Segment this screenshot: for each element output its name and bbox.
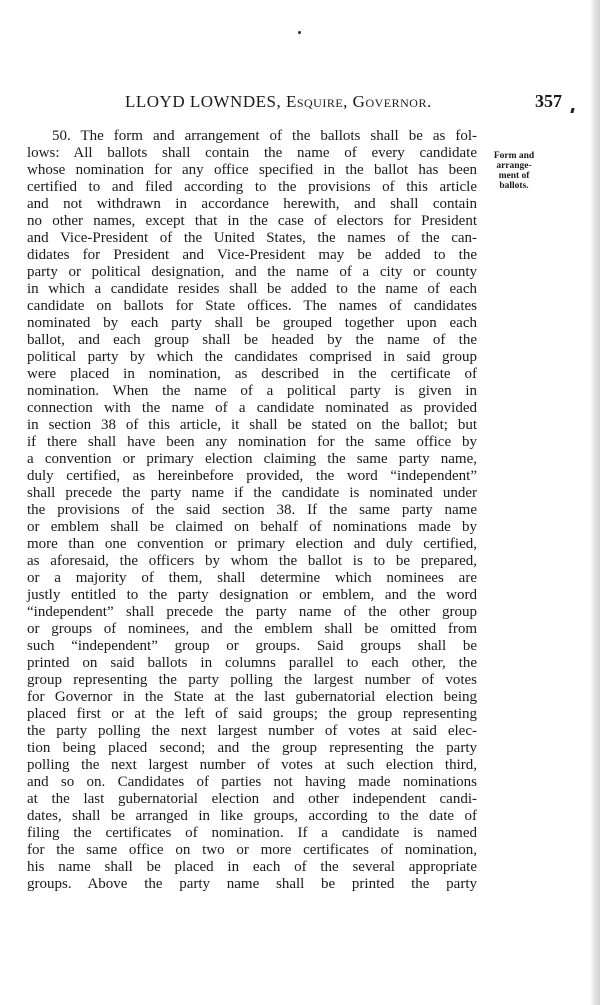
text-line: filing the certificates of nomination. If a candidate is named xyxy=(27,825,477,841)
text-line: or emblem shall be claimed on behalf of nominations made by xyxy=(27,519,477,535)
margin-note xyxy=(485,151,543,191)
text-line: shall precede the party name if the candidate is nominated under xyxy=(27,485,477,501)
text-line: such “independent” group or groups. Said groups shall be xyxy=(27,638,477,654)
header-title-main: LLOYD LOWNDES, xyxy=(125,92,282,111)
margin-note-line: ballots. xyxy=(499,181,529,191)
text-line: as aforesaid, the officers by whom the ballot is to be prepared, xyxy=(27,553,477,569)
scan-edge xyxy=(590,0,600,1005)
margin-note-line: arrange- xyxy=(496,161,532,171)
text-line: nominated by each party shall be grouped together upon each xyxy=(27,315,477,331)
text-line: in which a candidate resides shall be added to the name of each xyxy=(27,281,477,297)
text-line: duly certified, as hereinbefore provided, the word “independent” xyxy=(27,468,477,484)
scan-mark xyxy=(570,108,574,113)
text-line: polling the next largest number of votes at such election third, xyxy=(27,757,477,773)
text-line: at the last gubernatorial election and other independent candi- xyxy=(27,791,477,807)
text-line: and Vice-President of the United States, the names of the can- xyxy=(27,230,477,246)
text-line: certified to and filed according to the provisions of this article xyxy=(27,179,477,195)
text-line: nomination. When the name of a political party is given in xyxy=(27,383,477,399)
text-line: a convention or primary election claiming the same party name, xyxy=(27,451,477,467)
text-line: his name shall be placed in each of the several appropriate xyxy=(27,859,477,875)
text-line: justly entitled to the party designation or emblem, and the word xyxy=(27,587,477,603)
text-line: and not withdrawn in accordance herewith, and shall contain xyxy=(27,196,477,212)
text-line: groups. Above the party name shall be printed the party xyxy=(27,876,477,892)
text-line: printed on said ballots in columns parallel to each other, the xyxy=(27,655,477,671)
text-line: were placed in nomination, as described in the certificate of xyxy=(27,366,477,382)
running-header xyxy=(125,92,432,112)
text-line: no other names, except that in the case of electors for President xyxy=(27,213,477,229)
scan-speck xyxy=(298,31,301,34)
text-line: whose nomination for any office specified in the ballot has been xyxy=(27,162,477,178)
text-line: or groups of nominees, and the emblem shall be omitted from xyxy=(27,621,477,637)
text-line: tion being placed second; and the group representing the party xyxy=(27,740,477,756)
text-line: the party polling the next largest number of votes at said elec- xyxy=(27,723,477,739)
text-line: more than one convention or primary election and duly certified, xyxy=(27,536,477,552)
text-line: lows: All ballots shall contain the name of every candidate xyxy=(27,145,477,161)
text-line: placed first or at the left of said groups; the group representing xyxy=(27,706,477,722)
text-line: party or political designation, and the name of a city or county xyxy=(27,264,477,280)
text-line: the provisions of the said section 38. If the same party name xyxy=(27,502,477,518)
text-line: if there shall have been any nomination for the same office by xyxy=(27,434,477,450)
header-title-rest: Esquire, Governor. xyxy=(285,92,432,111)
text-line: candidate on ballots for State offices. The names of candidates xyxy=(27,298,477,314)
text-line: connection with the name of a candidate nominated as provided xyxy=(27,400,477,416)
page-number: 357 xyxy=(535,91,562,111)
text-line: “independent” shall precede the party name of the other group xyxy=(27,604,477,620)
text-line: political party by which the candidates comprised in said group xyxy=(27,349,477,365)
text-line: or a majority of them, shall determine which nominees are xyxy=(27,570,477,586)
text-line: and so on. Candidates of parties not having made nominations xyxy=(27,774,477,790)
body-text xyxy=(27,128,477,893)
margin-note-line: ment of xyxy=(498,171,530,181)
text-line: group representing the party polling the largest number of votes xyxy=(27,672,477,688)
margin-note-line: Form and xyxy=(493,151,535,161)
text-line: ballot, and each group shall be headed by the name of the xyxy=(27,332,477,348)
text-line: for Governor in the State at the last gubernatorial election being xyxy=(27,689,477,705)
text-line: in section 38 of this article, it shall be stated on the ballot; but xyxy=(27,417,477,433)
text-line: didates for President and Vice-President may be added to the xyxy=(27,247,477,263)
text-line: for the same office on two or more certificates of nomination, xyxy=(27,842,477,858)
text-line: 50. The form and arrangement of the ballots shall be as fol- xyxy=(52,128,477,144)
text-line: dates, shall be arranged in like groups, according to the date of xyxy=(27,808,477,824)
